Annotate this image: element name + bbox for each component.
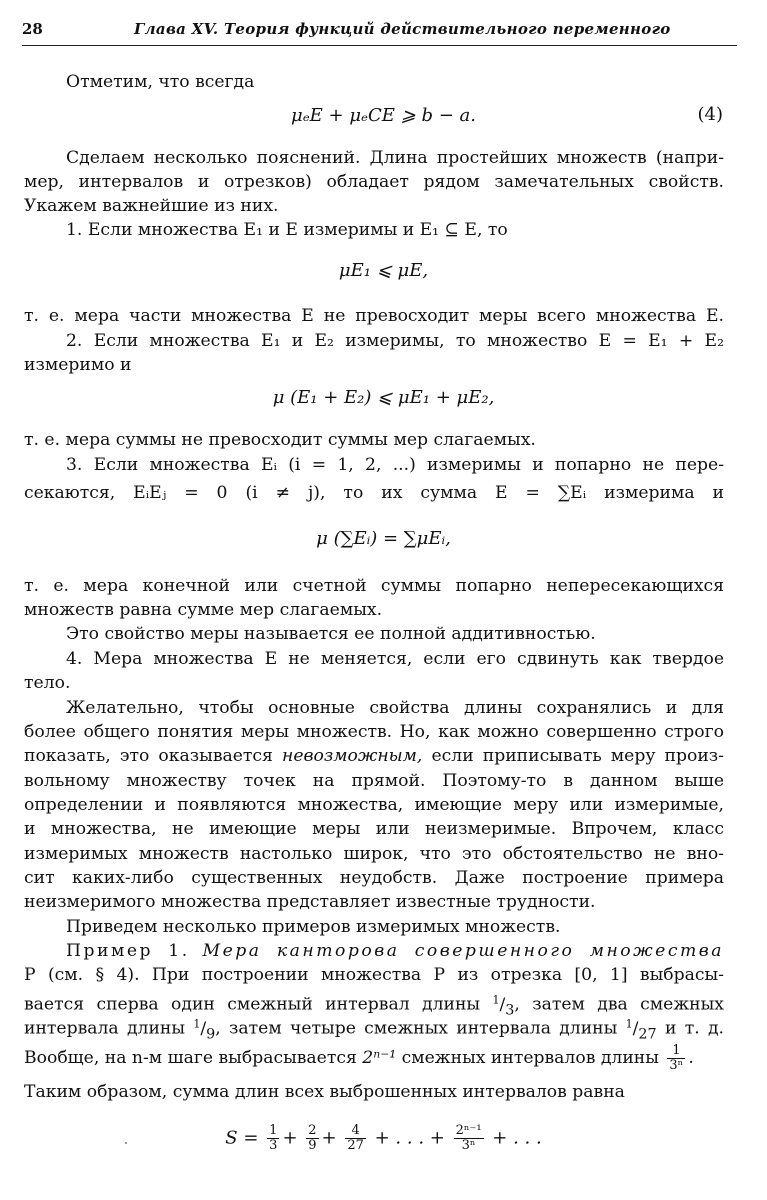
fraction-numerator: 1 [492,993,500,1006]
text-run: вается сперва один смежный интервал длины [24,994,481,1015]
formula-property-3: μ (∑Eᵢ) = ∑μEᵢ, [316,528,451,549]
text-line [24,1013,724,1045]
text-line: и множества, не имеющие меры или неизмеримые. Впрочем, класс [24,819,724,839]
fraction-denominator: 3 [269,1138,278,1153]
fraction-denominator: 3 [505,1002,515,1019]
text-line: т. е. мера конечной или счетной суммы попарно непересекающихся [24,576,724,596]
chapter-title: Глава XV. Теория функций действительного переменного [134,20,671,38]
fraction-denominator: 3ⁿ [461,1138,476,1153]
text-run: , затем два смежных [514,994,724,1015]
text-line: секаются, EᵢEⱼ = 0 (i ≠ j), то их сумма E = ∑Eᵢ измерима и [24,483,724,503]
text-line: тело. [24,673,71,693]
text-run: Вообще, на n-м шаге выбрасывается [24,1048,357,1068]
text-line: 2. Если множества E₁ и E₂ измеримы, то множество E = E₁ + E₂ [66,331,724,351]
example-heading [66,940,724,962]
text-line: 3. Если множества Eᵢ (i = 1, 2, ...) измеримы и попарно не пере- [66,455,724,475]
text-run: интервала длины [24,1018,186,1039]
text-line: мер, интервалов и отрезков) обладает рядом замечательных свойств. [24,172,724,192]
fraction-numerator: 1 [193,1017,201,1030]
text-line: неизмеримого множества представляет известные трудности. [24,892,596,912]
example-label: Пример 1. [66,941,190,961]
fraction-numerator: 2ⁿ⁻¹ [455,1123,482,1138]
fraction-denominator: 9 [206,1026,216,1043]
page-number: 28 [22,20,43,38]
text-line: Сделаем несколько пояснений. Длина простейших множеств (напри- [66,148,724,168]
text-line: Укажем важнейшие из них. [24,196,279,216]
text-line: множеств равна сумме мер слагаемых. [24,600,383,620]
power-term: 2ⁿ⁻¹ [362,1048,397,1068]
fraction-one-over-3n [667,1044,685,1073]
fraction-numerator: 4 [345,1124,366,1139]
text-run: , затем четыре смежных интервала длины [215,1018,618,1039]
formula-eq4: μₑE + μₑCE ⩾ b − a. [291,105,476,126]
text-line: т. е. мера суммы не превосходит суммы мер слагаемых. [24,430,536,450]
text-line: вольному множеству точек на прямой. Поэтому-то в данном выше [24,771,724,791]
fraction-denominator: 27 [638,1026,657,1043]
text-line: Желательно, чтобы основные свойства длины сохранялись и для [66,698,724,718]
emphasis-word: невозможным, [282,746,423,766]
text-line [24,1044,724,1073]
text-line: Это свойство меры называется ее полной аддитивностью. [66,624,596,644]
text-line: P (см. § 4). При построении множества P из отрезка [0, 1] выбрасы- [24,965,724,985]
text-run: и т. д. [664,1018,724,1039]
fraction-one-twentyseventh: $^1/_{27}$ [625,1017,657,1043]
equation-number: (4) [697,104,723,125]
text-line: 1. Если множества E₁ и E измеримы и E₁ ⊆ E, то [66,220,508,240]
formula-tail: + . . . [492,1127,542,1149]
text-line: Таким образом, сумма длин всех выброшенных интервалов равна [24,1082,625,1102]
fraction-denominator: 3ⁿ [669,1058,684,1073]
formula-sum-S: S = $\frac{1}{3}$ + $\frac{2}{9}$ + $\frac{4}{27}$ + . . . + $\frac{\text{2ⁿ⁻¹}}{\text{3ⁿ}}$ + . . . [225,1123,542,1153]
fraction-one-ninth: $^1/_9$ [193,1017,216,1043]
fraction [345,1124,366,1153]
formula-lhs: S = [225,1127,259,1149]
text-run: смежных интервалов длины [401,1048,659,1068]
fraction [306,1124,318,1153]
text-run: если приписывать меру произ- [431,746,724,766]
fraction-one-third: $^1/_3$ [492,993,515,1019]
print-speck [125,1142,127,1144]
fraction-denominator: 27 [347,1138,364,1153]
text-line: определении и появляются множества, имеющие меру или измеримые, [24,795,724,815]
running-header [22,20,737,42]
header-rule [22,45,737,46]
fraction-numerator: 1 [625,1017,633,1030]
text-line: Приведем несколько примеров измеримых множеств. [66,917,561,937]
text-line: сит каких-либо существенных неудобств. Даже построение примера [24,868,724,888]
fraction-numerator: 2 [308,1123,317,1138]
text-run: показать, это оказывается [24,746,273,766]
text-run: . [688,1048,694,1068]
formula-property-2: μ (E₁ + E₂) ⩽ μE₁ + μE₂, [272,387,495,408]
fraction-numerator: 1 [269,1123,278,1138]
text-line [24,745,724,767]
text-line: измеримых множеств настолько широк, что это обстоятельство не вно- [24,844,724,864]
text-line: более общего понятия меры множеств. Но, как можно совершенно строго [24,722,724,742]
fraction-denominator: 9 [308,1138,317,1153]
text-line: Отметим, что всегда [66,72,255,92]
formula-ellipsis: + . . . + [374,1127,445,1149]
text-line: 4. Мера множества E не меняется, если его сдвинуть как твердое [66,649,724,669]
fraction-numerator: 1 [667,1044,685,1059]
example-title: Мера канторова совершенного множества [202,941,725,961]
text-line: т. е. мера части множества E не превосходит меры всего множества E. [24,306,724,326]
text-line: измеримо и [24,355,132,375]
formula-property-1: μE₁ ⩽ μE, [338,260,429,281]
fraction [267,1124,279,1153]
fraction [454,1124,484,1153]
